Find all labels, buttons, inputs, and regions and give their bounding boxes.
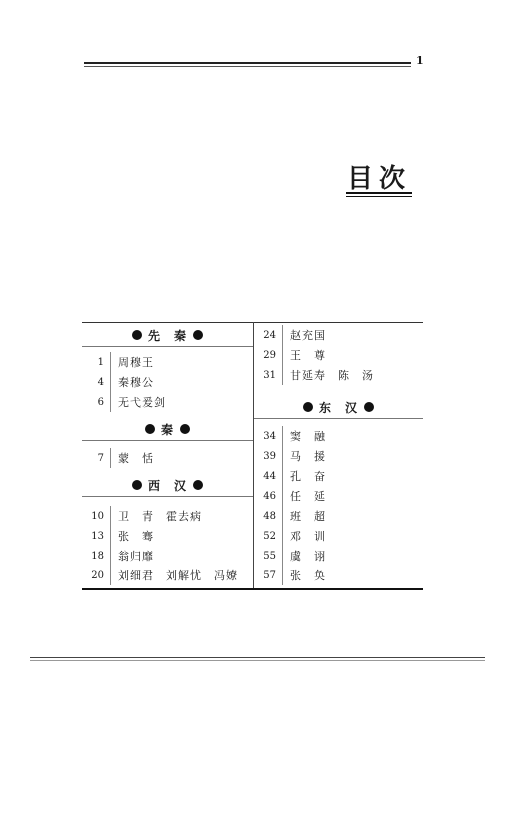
toc-entry [254, 486, 423, 506]
entry-separator [282, 486, 283, 506]
entry-separator [110, 392, 111, 412]
entry-names: 马 援 [290, 450, 326, 463]
entry-page-number: 7 [97, 452, 104, 464]
entry-page-number: 57 [263, 569, 276, 581]
entry-separator [110, 526, 111, 546]
entry-separator [282, 325, 283, 345]
entry-separator [110, 352, 111, 372]
page-title: 目次 [347, 164, 412, 194]
entry-separator [282, 526, 283, 546]
toc-entry [254, 325, 423, 345]
entry-page-number: 31 [263, 369, 276, 381]
entry-separator [110, 448, 111, 468]
section-heading-donghan [254, 396, 423, 419]
toc-entry [254, 466, 423, 486]
entry-names: 卫 青 霍去病 [118, 510, 202, 523]
entry-names: 周穆王 [118, 356, 154, 369]
bullet-icon [145, 424, 155, 434]
entry-page-number: 6 [97, 396, 104, 408]
toc-entry [82, 392, 253, 412]
entry-names: 张 骞 [118, 530, 154, 543]
entry-names: 秦穆公 [118, 376, 154, 389]
section-label: 秦 [160, 422, 174, 437]
bullet-icon [193, 480, 203, 490]
entry-separator [282, 565, 283, 585]
page-number: 1 [416, 54, 424, 67]
entry-page-number: 18 [91, 550, 104, 562]
entry-names: 虞 诩 [290, 550, 326, 563]
entry-page-number: 44 [263, 470, 276, 482]
toc-bottom-rule [82, 588, 423, 590]
toc-entry [82, 448, 253, 468]
toc-entry [254, 345, 423, 365]
toc-entry [82, 526, 253, 546]
entry-names: 甘延寿 陈 汤 [290, 369, 374, 382]
entry-separator [110, 565, 111, 585]
bullet-icon [303, 402, 313, 412]
section-heading-qin [82, 418, 253, 441]
entry-names: 王 尊 [290, 349, 326, 362]
entry-names: 无弋爰剑 [118, 396, 166, 409]
entry-page-number: 24 [263, 329, 276, 341]
entry-names: 刘细君 刘解忧 冯嫽 [118, 569, 238, 582]
entry-names: 蒙 恬 [118, 452, 154, 465]
entry-names: 赵充国 [290, 329, 326, 342]
bullet-icon [364, 402, 374, 412]
section-label: 先 秦 [147, 328, 187, 343]
toc-entry [254, 526, 423, 546]
entry-separator [110, 546, 111, 566]
entry-names: 任 延 [290, 490, 326, 503]
toc-entry [82, 506, 253, 526]
entry-page-number: 4 [97, 376, 104, 388]
entry-page-number: 1 [97, 356, 104, 368]
entry-separator [282, 446, 283, 466]
bullet-icon [132, 330, 142, 340]
entry-names: 翁归靡 [118, 550, 154, 563]
toc-entry [254, 546, 423, 566]
entry-page-number: 48 [263, 510, 276, 522]
entry-page-number: 13 [91, 530, 104, 542]
entry-separator [282, 546, 283, 566]
toc-entry [254, 426, 423, 446]
section-label: 西 汉 [147, 478, 187, 493]
entry-page-number: 20 [91, 569, 104, 581]
footer-rule-thin [30, 660, 485, 661]
bullet-icon [193, 330, 203, 340]
entry-separator [282, 345, 283, 365]
section-label: 东 汉 [318, 400, 358, 415]
entry-separator [282, 426, 283, 446]
entry-separator [282, 466, 283, 486]
toc-entry [82, 565, 253, 585]
entry-names: 邓 训 [290, 530, 326, 543]
header-rule [84, 62, 411, 64]
entry-page-number: 29 [263, 349, 276, 361]
entry-page-number: 10 [91, 510, 104, 522]
toc-entry [254, 446, 423, 466]
entry-page-number: 34 [263, 430, 276, 442]
entry-separator [110, 372, 111, 392]
footer-rule [30, 657, 485, 658]
entry-page-number: 52 [263, 530, 276, 542]
entry-page-number: 55 [263, 550, 276, 562]
toc-entry [82, 546, 253, 566]
bullet-icon [132, 480, 142, 490]
header-rule-thin [84, 66, 411, 67]
entry-names: 孔 奋 [290, 470, 326, 483]
toc-entry [254, 565, 423, 585]
entry-separator [110, 506, 111, 526]
toc-entry [82, 372, 253, 392]
entry-separator [282, 365, 283, 385]
entry-names: 张 奂 [290, 569, 326, 582]
section-heading-xianqin [82, 324, 253, 347]
entry-names: 窦 融 [290, 430, 326, 443]
table-of-contents [82, 322, 423, 590]
toc-entry [82, 352, 253, 372]
bullet-icon [180, 424, 190, 434]
title-underline-thin [346, 196, 412, 197]
entry-names: 班 超 [290, 510, 326, 523]
entry-page-number: 39 [263, 450, 276, 462]
entry-page-number: 46 [263, 490, 276, 502]
toc-entry [254, 365, 423, 385]
toc-entry [254, 506, 423, 526]
section-heading-xihan [82, 474, 253, 497]
entry-separator [282, 506, 283, 526]
title-underline [346, 192, 412, 194]
